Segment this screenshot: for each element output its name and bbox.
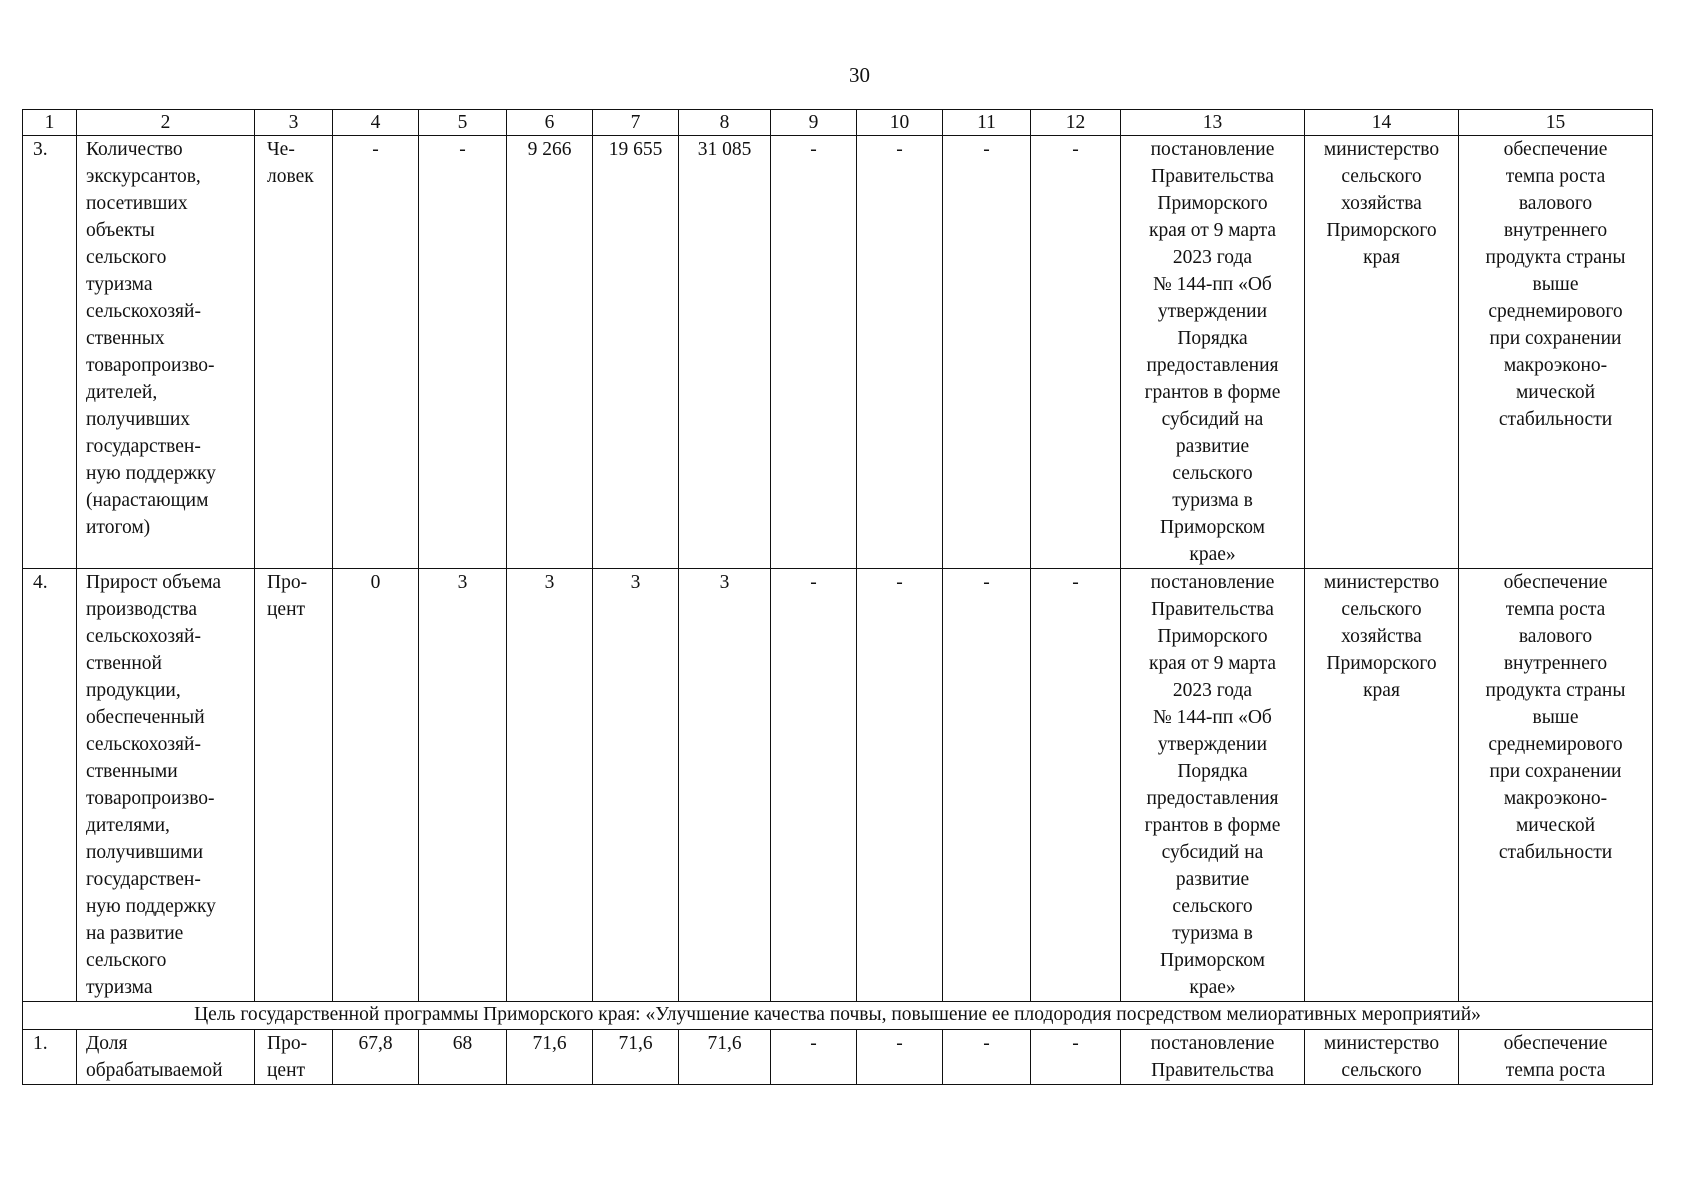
indicator-name-line: сельскохозяй- [86, 301, 201, 322]
indicator-name-line: Прирост объема [86, 572, 222, 593]
basis-document-line: туризма в [1172, 923, 1253, 944]
value-cell-4: 67,8 [333, 1030, 419, 1085]
linked-national-goal-line: среднемирового [1488, 301, 1623, 322]
value-cell-8: 3 [679, 569, 771, 1002]
value-cell-10: - [857, 136, 943, 569]
value-cell-5: 68 [419, 1030, 507, 1085]
indicator-name-line: сельского [86, 950, 167, 971]
linked-national-goal-line: внутреннего [1503, 653, 1608, 674]
indicator-name-line: Количество [86, 139, 183, 160]
value-cell-11: - [943, 136, 1031, 569]
column-header-7: 7 [593, 110, 679, 136]
indicator-name-line: государствен- [86, 436, 201, 457]
indicator-name-line: обеспеченный [86, 707, 205, 728]
indicator-name-line: производства [86, 599, 198, 620]
value-cell-9: - [771, 1030, 857, 1085]
indicator-name-line: получивших [86, 409, 191, 430]
basis-document-line: сельского [1172, 896, 1253, 917]
responsible-body-line: Приморского [1326, 220, 1437, 241]
basis-document-line: Порядка [1177, 328, 1248, 349]
goal-row [23, 1002, 1653, 1030]
responsible-body-line: сельского [1341, 599, 1422, 620]
column-header-14: 14 [1305, 110, 1459, 136]
linked-national-goal-line: при сохранении [1489, 328, 1622, 349]
value-cell-9: - [771, 136, 857, 569]
basis-document-line: грантов в форме [1144, 815, 1281, 836]
basis-document-line: Приморского [1157, 626, 1268, 647]
table-row [23, 1030, 1653, 1085]
basis-document-line: развитие [1175, 869, 1250, 890]
responsible-body-line: Приморского [1326, 653, 1437, 674]
unit-of-measure-line: цент [267, 1060, 306, 1081]
value-cell-5: - [419, 136, 507, 569]
unit-of-measure [255, 136, 333, 569]
responsible-body-line: края [1363, 247, 1400, 268]
basis-document-line: края от 9 марта [1148, 220, 1276, 241]
unit-of-measure [255, 1030, 333, 1085]
column-header-12: 12 [1031, 110, 1121, 136]
linked-national-goal-line: при сохранении [1489, 761, 1622, 782]
column-header-4: 4 [333, 110, 419, 136]
indicator-name [77, 136, 255, 569]
indicator-name-line: итогом) [86, 517, 151, 538]
indicator-name [77, 569, 255, 1002]
indicator-name-line: ственными [86, 761, 178, 782]
row-number: 3. [23, 136, 77, 569]
indicator-name-line: получившими [86, 842, 204, 863]
linked-national-goal-line: внутреннего [1503, 220, 1608, 241]
linked-national-goal-line: среднемирового [1488, 734, 1623, 755]
goal-text: Цель государственной программы Приморского края: «Улучшение качества почвы, повышение ее плодородия посредством мелиоративных мероприятий» [23, 1002, 1653, 1030]
indicator-name-line: туризма [86, 274, 153, 295]
indicator-name-line: ственных [86, 328, 165, 349]
value-cell-4: 0 [333, 569, 419, 1002]
indicator-name-line: сельскохозяй- [86, 734, 201, 755]
column-header-3: 3 [255, 110, 333, 136]
indicator-name-line: ную поддержку [86, 896, 216, 917]
indicator-name-line: сельскохозяй- [86, 626, 201, 647]
basis-document-line: развитие [1175, 436, 1250, 457]
responsible-body [1305, 136, 1459, 569]
linked-national-goal-line: мической [1515, 815, 1596, 836]
indicator-name-line: на развитие [86, 923, 184, 944]
column-header-9: 9 [771, 110, 857, 136]
value-cell-11: - [943, 569, 1031, 1002]
basis-document-line: Порядка [1177, 761, 1248, 782]
basis-document-line: 2023 года [1172, 247, 1253, 268]
value-cell-7: 71,6 [593, 1030, 679, 1085]
column-header-15: 15 [1459, 110, 1653, 136]
linked-national-goal-line: обеспечение [1503, 572, 1608, 593]
responsible-body-line: сельского [1341, 166, 1422, 187]
column-header-1: 1 [23, 110, 77, 136]
indicator-name-line: товаропроизво- [86, 788, 215, 809]
indicator-name-line: экскурсантов, [86, 166, 201, 187]
linked-national-goal-line: макроэконо- [1503, 788, 1608, 809]
indicator-name-line: продукции, [86, 680, 181, 701]
value-cell-11: - [943, 1030, 1031, 1085]
basis-document-line: постановление [1150, 572, 1275, 593]
basis-document [1121, 569, 1305, 1002]
basis-document-line: субсидий на [1161, 842, 1264, 863]
basis-document-line: утверждении [1157, 301, 1268, 322]
value-cell-9: - [771, 569, 857, 1002]
value-cell-10: - [857, 569, 943, 1002]
table-header-row [23, 110, 1653, 136]
basis-document-line: предоставления [1146, 788, 1279, 809]
table-row [23, 136, 1653, 569]
linked-national-goal-line: продукта страны [1485, 680, 1626, 701]
indicator-name-line: ную поддержку [86, 463, 216, 484]
page-number: 30 [849, 63, 870, 87]
indicator-name [77, 1030, 255, 1085]
responsible-body-line: министерство [1323, 139, 1440, 160]
linked-national-goal-line: выше [1532, 707, 1579, 728]
basis-document-line: субсидий на [1161, 409, 1264, 430]
value-cell-6: 3 [507, 569, 593, 1002]
responsible-body [1305, 1030, 1459, 1085]
linked-national-goal-line: мической [1515, 382, 1596, 403]
basis-document-line: № 144-пп «Об [1153, 274, 1272, 295]
indicators-table [22, 109, 1653, 1085]
linked-national-goal-line: обеспечение [1503, 139, 1608, 160]
indicator-name-line: государствен- [86, 869, 201, 890]
linked-national-goal [1459, 569, 1653, 1002]
indicator-name-line: дителями, [86, 815, 170, 836]
basis-document-line: Приморском [1160, 950, 1265, 971]
indicator-name-line: туризма [86, 977, 153, 998]
column-header-10: 10 [857, 110, 943, 136]
linked-national-goal-line: выше [1532, 274, 1579, 295]
basis-document-line: грантов в форме [1144, 382, 1281, 403]
linked-national-goal-line: стабильности [1498, 842, 1613, 863]
responsible-body-line: хозяйства [1341, 626, 1422, 647]
basis-document-line: Приморского [1157, 193, 1268, 214]
linked-national-goal-line: продукта страны [1485, 247, 1626, 268]
unit-of-measure-line: ловек [267, 166, 314, 187]
column-header-8: 8 [679, 110, 771, 136]
unit-of-measure-line: Про- [267, 572, 308, 593]
linked-national-goal-line: валового [1518, 626, 1593, 647]
basis-document-line: постановление [1150, 139, 1275, 160]
unit-of-measure [255, 569, 333, 1002]
indicator-name-line: (нарастающим [86, 490, 209, 511]
basis-document-line: края от 9 марта [1148, 653, 1276, 674]
responsible-body-line: министерство [1323, 1033, 1440, 1054]
linked-national-goal-line: валового [1518, 193, 1593, 214]
value-cell-7: 3 [593, 569, 679, 1002]
linked-national-goal-line: обеспечение [1503, 1033, 1608, 1054]
row-number: 1. [23, 1030, 77, 1085]
value-cell-6: 71,6 [507, 1030, 593, 1085]
value-cell-8: 31 085 [679, 136, 771, 569]
basis-document-line: 2023 года [1172, 680, 1253, 701]
basis-document-line: крае» [1189, 977, 1236, 998]
responsible-body-line: края [1363, 680, 1400, 701]
indicator-name-line: обрабатываемой [86, 1060, 223, 1081]
responsible-body-line: министерство [1323, 572, 1440, 593]
value-cell-8: 71,6 [679, 1030, 771, 1085]
basis-document-line: крае» [1189, 544, 1236, 565]
basis-document-line: Правительства [1151, 599, 1274, 620]
indicator-name-line: объекты [86, 220, 155, 241]
table-row [23, 569, 1653, 1002]
column-header-2: 2 [77, 110, 255, 136]
linked-national-goal [1459, 136, 1653, 569]
basis-document-line: предоставления [1146, 355, 1279, 376]
basis-document-line: Приморском [1160, 517, 1265, 538]
linked-national-goal-line: темпа роста [1505, 599, 1606, 620]
column-header-5: 5 [419, 110, 507, 136]
basis-document-line: сельского [1172, 463, 1253, 484]
basis-document-line: постановление [1150, 1033, 1275, 1054]
unit-of-measure-line: цент [267, 599, 306, 620]
basis-document [1121, 1030, 1305, 1085]
value-cell-12: - [1031, 1030, 1121, 1085]
column-header-11: 11 [943, 110, 1031, 136]
linked-national-goal-line: макроэконо- [1503, 355, 1608, 376]
row-number: 4. [23, 569, 77, 1002]
value-cell-7: 19 655 [593, 136, 679, 569]
unit-of-measure-line: Про- [267, 1033, 308, 1054]
linked-national-goal-line: стабильности [1498, 409, 1613, 430]
responsible-body-line: хозяйства [1341, 193, 1422, 214]
indicator-name-line: посетивших [86, 193, 188, 214]
basis-document-line: Правительства [1151, 1060, 1274, 1081]
linked-national-goal [1459, 1030, 1653, 1085]
value-cell-5: 3 [419, 569, 507, 1002]
basis-document-line: туризма в [1172, 490, 1253, 511]
indicator-name-line: Доля [86, 1033, 128, 1054]
value-cell-6: 9 266 [507, 136, 593, 569]
value-cell-12: - [1031, 569, 1121, 1002]
linked-national-goal-line: темпа роста [1505, 1060, 1606, 1081]
basis-document [1121, 136, 1305, 569]
linked-national-goal-line: темпа роста [1505, 166, 1606, 187]
responsible-body-line: сельского [1341, 1060, 1422, 1081]
indicator-name-line: сельского [86, 247, 167, 268]
column-header-13: 13 [1121, 110, 1305, 136]
indicator-name-line: ственной [86, 653, 162, 674]
responsible-body [1305, 569, 1459, 1002]
basis-document-line: № 144-пп «Об [1153, 707, 1272, 728]
indicator-name-line: товаропроизво- [86, 355, 215, 376]
indicator-name-line: дителей, [86, 382, 158, 403]
value-cell-4: - [333, 136, 419, 569]
unit-of-measure-line: Че- [267, 139, 295, 160]
column-header-6: 6 [507, 110, 593, 136]
value-cell-12: - [1031, 136, 1121, 569]
value-cell-10: - [857, 1030, 943, 1085]
basis-document-line: утверждении [1157, 734, 1268, 755]
basis-document-line: Правительства [1151, 166, 1274, 187]
